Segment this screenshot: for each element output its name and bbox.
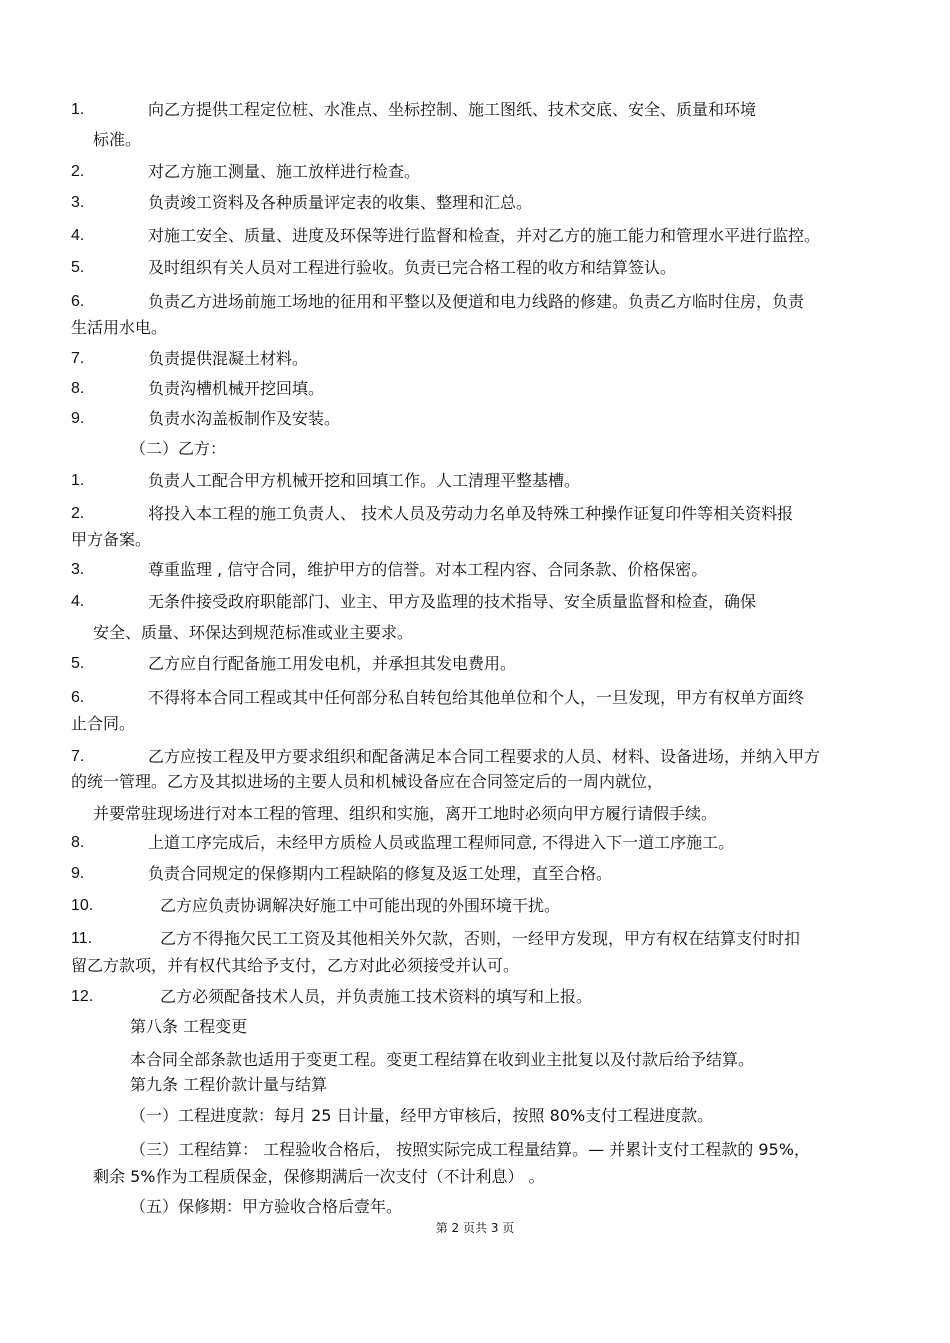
item-text: 及时组织有关人员对工程进行验收。负责已完合格工程的收方和结算签认。	[148, 258, 677, 277]
item-text-continued: 留乙方款项，并有权代其给予支付，乙方对此必须接受并认可。	[71, 956, 520, 975]
item-text: 负责人工配合甲方机械开挖和回填工作。人工清理平整基槽。	[148, 471, 581, 490]
item-text: 乙方应按工程及甲方要求组织和配备满足本合同工程要求的人员、材料、设备进场，并纳入甲方	[148, 747, 821, 766]
item-text: 将投入本工程的施工负责人、 技术人员及劳动力名单及特殊工种操作证复印件等相关资料报	[148, 504, 794, 523]
item-number: 12.	[71, 988, 94, 1005]
item-number: 1.	[71, 472, 85, 489]
item-text-continued: 的统一管理。乙方及其拟进场的主要人员和机械设备应在合同签定后的一周内就位，	[71, 772, 664, 791]
item-number: 11.	[71, 930, 93, 947]
item-text: 负责乙方进场前施工场地的征用和平整以及便道和电力线路的修建。负责乙方临时住房，负责	[148, 292, 805, 311]
item-number: 5.	[71, 259, 85, 276]
item-text: 负责合同规定的保修期内工程缺陷的修复及返工处理，直至合格。	[148, 864, 613, 883]
item-number: 10.	[71, 897, 94, 914]
item-text-continued: 生活用水电。	[71, 318, 168, 337]
item-text: 乙方不得拖欠民工工资及其他相关外欠款，否则，一经甲方发现，甲方有权在结算支付时扣	[160, 929, 801, 948]
item-number: 9.	[71, 410, 85, 427]
article-8-body: 本合同全部条款也适用于变更工程。变更工程结算在收到业主批复以及付款后给予结算。	[130, 1050, 755, 1069]
page-footer: 第 2 页共 3 页	[435, 1221, 515, 1235]
item-text: 乙方应自行配备施工用发电机，并承担其发电费用。	[148, 654, 517, 673]
item-text-continued: 安全、质量、环保达到规范标准或业主要求。	[93, 623, 414, 642]
article-9-heading: 第九条 工程价款计量与结算	[130, 1075, 328, 1094]
item-number: 4.	[71, 227, 85, 244]
item-number: 7.	[71, 748, 85, 765]
item-text: 无条件接受政府职能部门、业主、甲方及监理的技术指导、安全质量监督和检查，确保	[148, 592, 757, 611]
item-text-continued: 标准。	[93, 130, 142, 149]
item-text: 乙方应负责协调解决好施工中可能出现的外围环境干扰。	[160, 896, 561, 915]
item-number: 7.	[71, 350, 85, 367]
article-8-heading: 第八条 工程变更	[130, 1017, 248, 1036]
item-number: 4.	[71, 593, 85, 610]
item-text-continued: 止合同。	[71, 714, 136, 733]
item-number: 9.	[71, 865, 85, 882]
article-9-item-5: （五）保修期：甲方验收合格后壹年。	[130, 1197, 403, 1216]
item-number: 8.	[71, 380, 85, 397]
item-text: 负责竣工资料及各种质量评定表的收集、整理和汇总。	[148, 193, 533, 212]
item-text-continued: 甲方备案。	[71, 530, 152, 549]
item-number: 1.	[71, 101, 85, 118]
item-text: 尊重监理 , 信守合同，维护甲方的信誉。对本工程内容、合同条款、价格保密。	[148, 560, 708, 579]
item-text: 负责水沟盖板制作及安装。	[148, 409, 341, 428]
item-text: 负责提供混凝土材料。	[148, 349, 309, 368]
item-number: 3.	[71, 561, 85, 578]
item-number: 6.	[71, 689, 85, 706]
item-text: 负责沟槽机械开挖回填。	[148, 379, 325, 398]
item-number: 5.	[71, 655, 85, 672]
item-text: 上道工序完成后，未经甲方质检人员或监理工程师同意, 不得进入下一道工序施工。	[148, 833, 735, 852]
item-text: 不得将本合同工程或其中任何部分私自转包给其他单位和个人，一旦发现，甲方有权单方面终	[148, 688, 805, 707]
item-text: 对施工安全、质量、进度及环保等进行监督和检查，并对乙方的施工能力和管理水平进行监控。	[148, 226, 821, 245]
item-number: 6.	[71, 293, 85, 310]
item-number: 2.	[71, 163, 85, 180]
item-text: 向乙方提供工程定位桩、水准点、坐标控制、施工图纸、技术交底、安全、质量和环境	[148, 100, 757, 119]
item-text: 乙方必须配备技术人员，并负责施工技术资料的填写和上报。	[160, 987, 593, 1006]
item-number: 8.	[71, 834, 85, 851]
item-text-continued: 并要常驻现场进行对本工程的管理、组织和实施，离开工地时必须向甲方履行请假手续。	[93, 804, 718, 823]
article-9-item-1: （一）工程进度款：每月 25 日计量，经甲方审核后，按照 80%支付工程进度款。	[130, 1106, 714, 1125]
section-heading-party-b: （二）乙方：	[130, 439, 227, 458]
item-number: 2.	[71, 505, 85, 522]
article-9-item-3: （三）工程结算： 工程验收合格后， 按照实际完成工程量结算。— 并累计支付工程款的 95%，	[130, 1140, 810, 1159]
item-number: 3.	[71, 194, 85, 211]
article-9-item-3-continued: 剩余 5%作为工程质保金，保修期满后一次支付（不计利息） 。	[93, 1167, 545, 1186]
item-text: 对乙方施工测量、施工放样进行检查。	[148, 162, 421, 181]
